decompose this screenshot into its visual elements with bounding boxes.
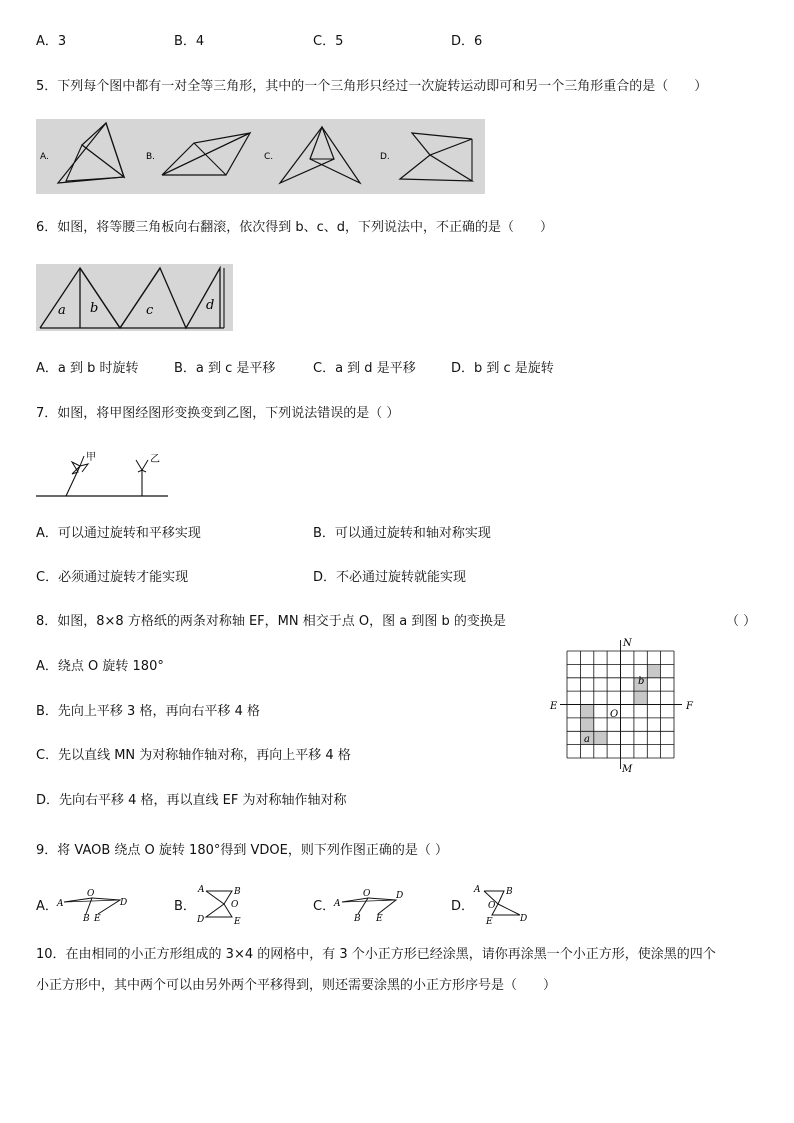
q8-option-a: A．绕点 O 旋转 180° xyxy=(36,659,164,674)
svg-text:B: B xyxy=(506,887,513,897)
q8-grid-figure xyxy=(548,636,700,778)
q8-label-m: M xyxy=(622,764,633,775)
q8-option-d: D．先向右平移 4 格，再以直线 EF 为对称轴作轴对称 xyxy=(36,793,347,808)
q6-option-a: A．a 到 b 时旋转 xyxy=(36,361,139,376)
svg-text:A: A xyxy=(474,885,481,895)
svg-text:E: E xyxy=(486,917,493,925)
svg-text:D: D xyxy=(120,898,128,908)
q4-option-d: D．6 xyxy=(451,34,483,49)
q7-stem: 7．如图，将甲图经图形变换变到乙图，下列说法错误的是（ ） xyxy=(36,406,400,421)
q6-stem: 6．如图，将等腰三角板向右翻滚，依次得到 b、c、d，下列说法中，不正确的是（ ） xyxy=(36,220,554,235)
q7-option-c: C．必须通过旋转才能实现 xyxy=(36,570,189,585)
q6-option-d: D．b 到 c 是旋转 xyxy=(451,361,554,376)
svg-text:O: O xyxy=(488,901,496,911)
q6-option-c: C．a 到 d 是平移 xyxy=(313,361,416,376)
svg-text:B: B xyxy=(83,914,90,922)
q4-option-c: C．5 xyxy=(313,34,344,49)
q7-option-a: A．可以通过旋转和平移实现 xyxy=(36,526,201,541)
svg-text:A: A xyxy=(57,899,64,909)
q5-label-a: A. xyxy=(40,152,49,162)
q7-option-d: D．不必通过旋转就能实现 xyxy=(313,570,467,585)
q5-stem: 5．下列每个图中都有一对全等三角形，其中的一个三角形只经过一次旋转运动即可和另一个三角形重合的是（ ） xyxy=(36,79,708,94)
svg-text:O: O xyxy=(231,900,239,910)
svg-text:B: B xyxy=(234,887,241,897)
q4-option-a: A．3 xyxy=(36,34,67,49)
q9-figure-b xyxy=(194,883,250,925)
svg-text:A: A xyxy=(198,885,205,895)
q8-label-f: F xyxy=(686,701,693,712)
q8-label-b: b xyxy=(638,676,645,687)
svg-text:B: B xyxy=(354,914,361,922)
svg-text:D: D xyxy=(197,915,205,925)
q6-option-b: B．a 到 c 是平移 xyxy=(174,361,276,376)
svg-text:A: A xyxy=(334,899,341,909)
q9-figure-d xyxy=(470,883,532,925)
svg-text:D: D xyxy=(396,891,404,901)
q7-label-yi: 乙 xyxy=(150,454,160,465)
q8-label-a: a xyxy=(584,734,590,745)
q8-label-o: O xyxy=(610,709,619,720)
q8-answer-paren: （ ） xyxy=(726,614,757,629)
q9-stem: 9．将 VAOB 绕点 O 旋转 180°得到 VDOE，则下列作图正确的是（ ） xyxy=(36,843,448,858)
svg-text:E: E xyxy=(94,914,101,922)
q5-label-c: C. xyxy=(264,152,274,162)
q6-label-d: d xyxy=(206,298,215,313)
q7-option-b: B．可以通过旋转和轴对称实现 xyxy=(313,526,491,541)
q8-option-c: C．先以直线 MN 为对称轴作轴对称，再向上平移 4 格 xyxy=(36,748,351,763)
q9-option-a: A． xyxy=(36,899,58,914)
svg-text:E: E xyxy=(376,914,383,922)
q4-option-b: B．4 xyxy=(174,34,205,49)
q6-label-b: b xyxy=(90,301,99,316)
q5-label-b: B. xyxy=(146,152,156,162)
q10-stem-line1: 10．在由相同的小正方形组成的 3×4 的网格中，有 3 个小正方形已经涂黑，请你再涂黑一个小正方形，使涂黑的四个 xyxy=(36,947,716,962)
svg-text:E: E xyxy=(234,917,241,925)
q9-figure-c xyxy=(332,886,406,922)
q8-stem: 8．如图，8×8 方格纸的两条对称轴 EF，MN 相交于点 O，图 a 到图 b 的变换是 xyxy=(36,614,506,629)
q9-option-b: B． xyxy=(174,899,196,914)
q7-label-jia: 甲 xyxy=(86,452,96,463)
q9-option-c: C． xyxy=(313,899,336,914)
svg-text:O: O xyxy=(363,889,371,899)
q8-option-b: B．先向上平移 3 格，再向右平移 4 格 xyxy=(36,704,260,719)
q5-label-d: D. xyxy=(380,152,390,162)
q9-option-d: D． xyxy=(451,899,475,914)
q10-stem-line2: 小正方形中，其中两个可以由另外两个平移得到，则还需要涂黑的小正方形序号是（ ） xyxy=(36,978,557,993)
svg-text:D: D xyxy=(520,914,528,924)
q6-label-a: a xyxy=(58,303,66,318)
q5-figure xyxy=(36,119,485,194)
q6-figure xyxy=(36,264,233,331)
q6-label-c: c xyxy=(146,303,154,318)
svg-text:O: O xyxy=(87,889,95,899)
q9-figure-a xyxy=(56,886,130,922)
q7-figure xyxy=(36,448,172,500)
q8-label-e: E xyxy=(550,701,558,712)
q8-label-n: N xyxy=(623,638,632,649)
